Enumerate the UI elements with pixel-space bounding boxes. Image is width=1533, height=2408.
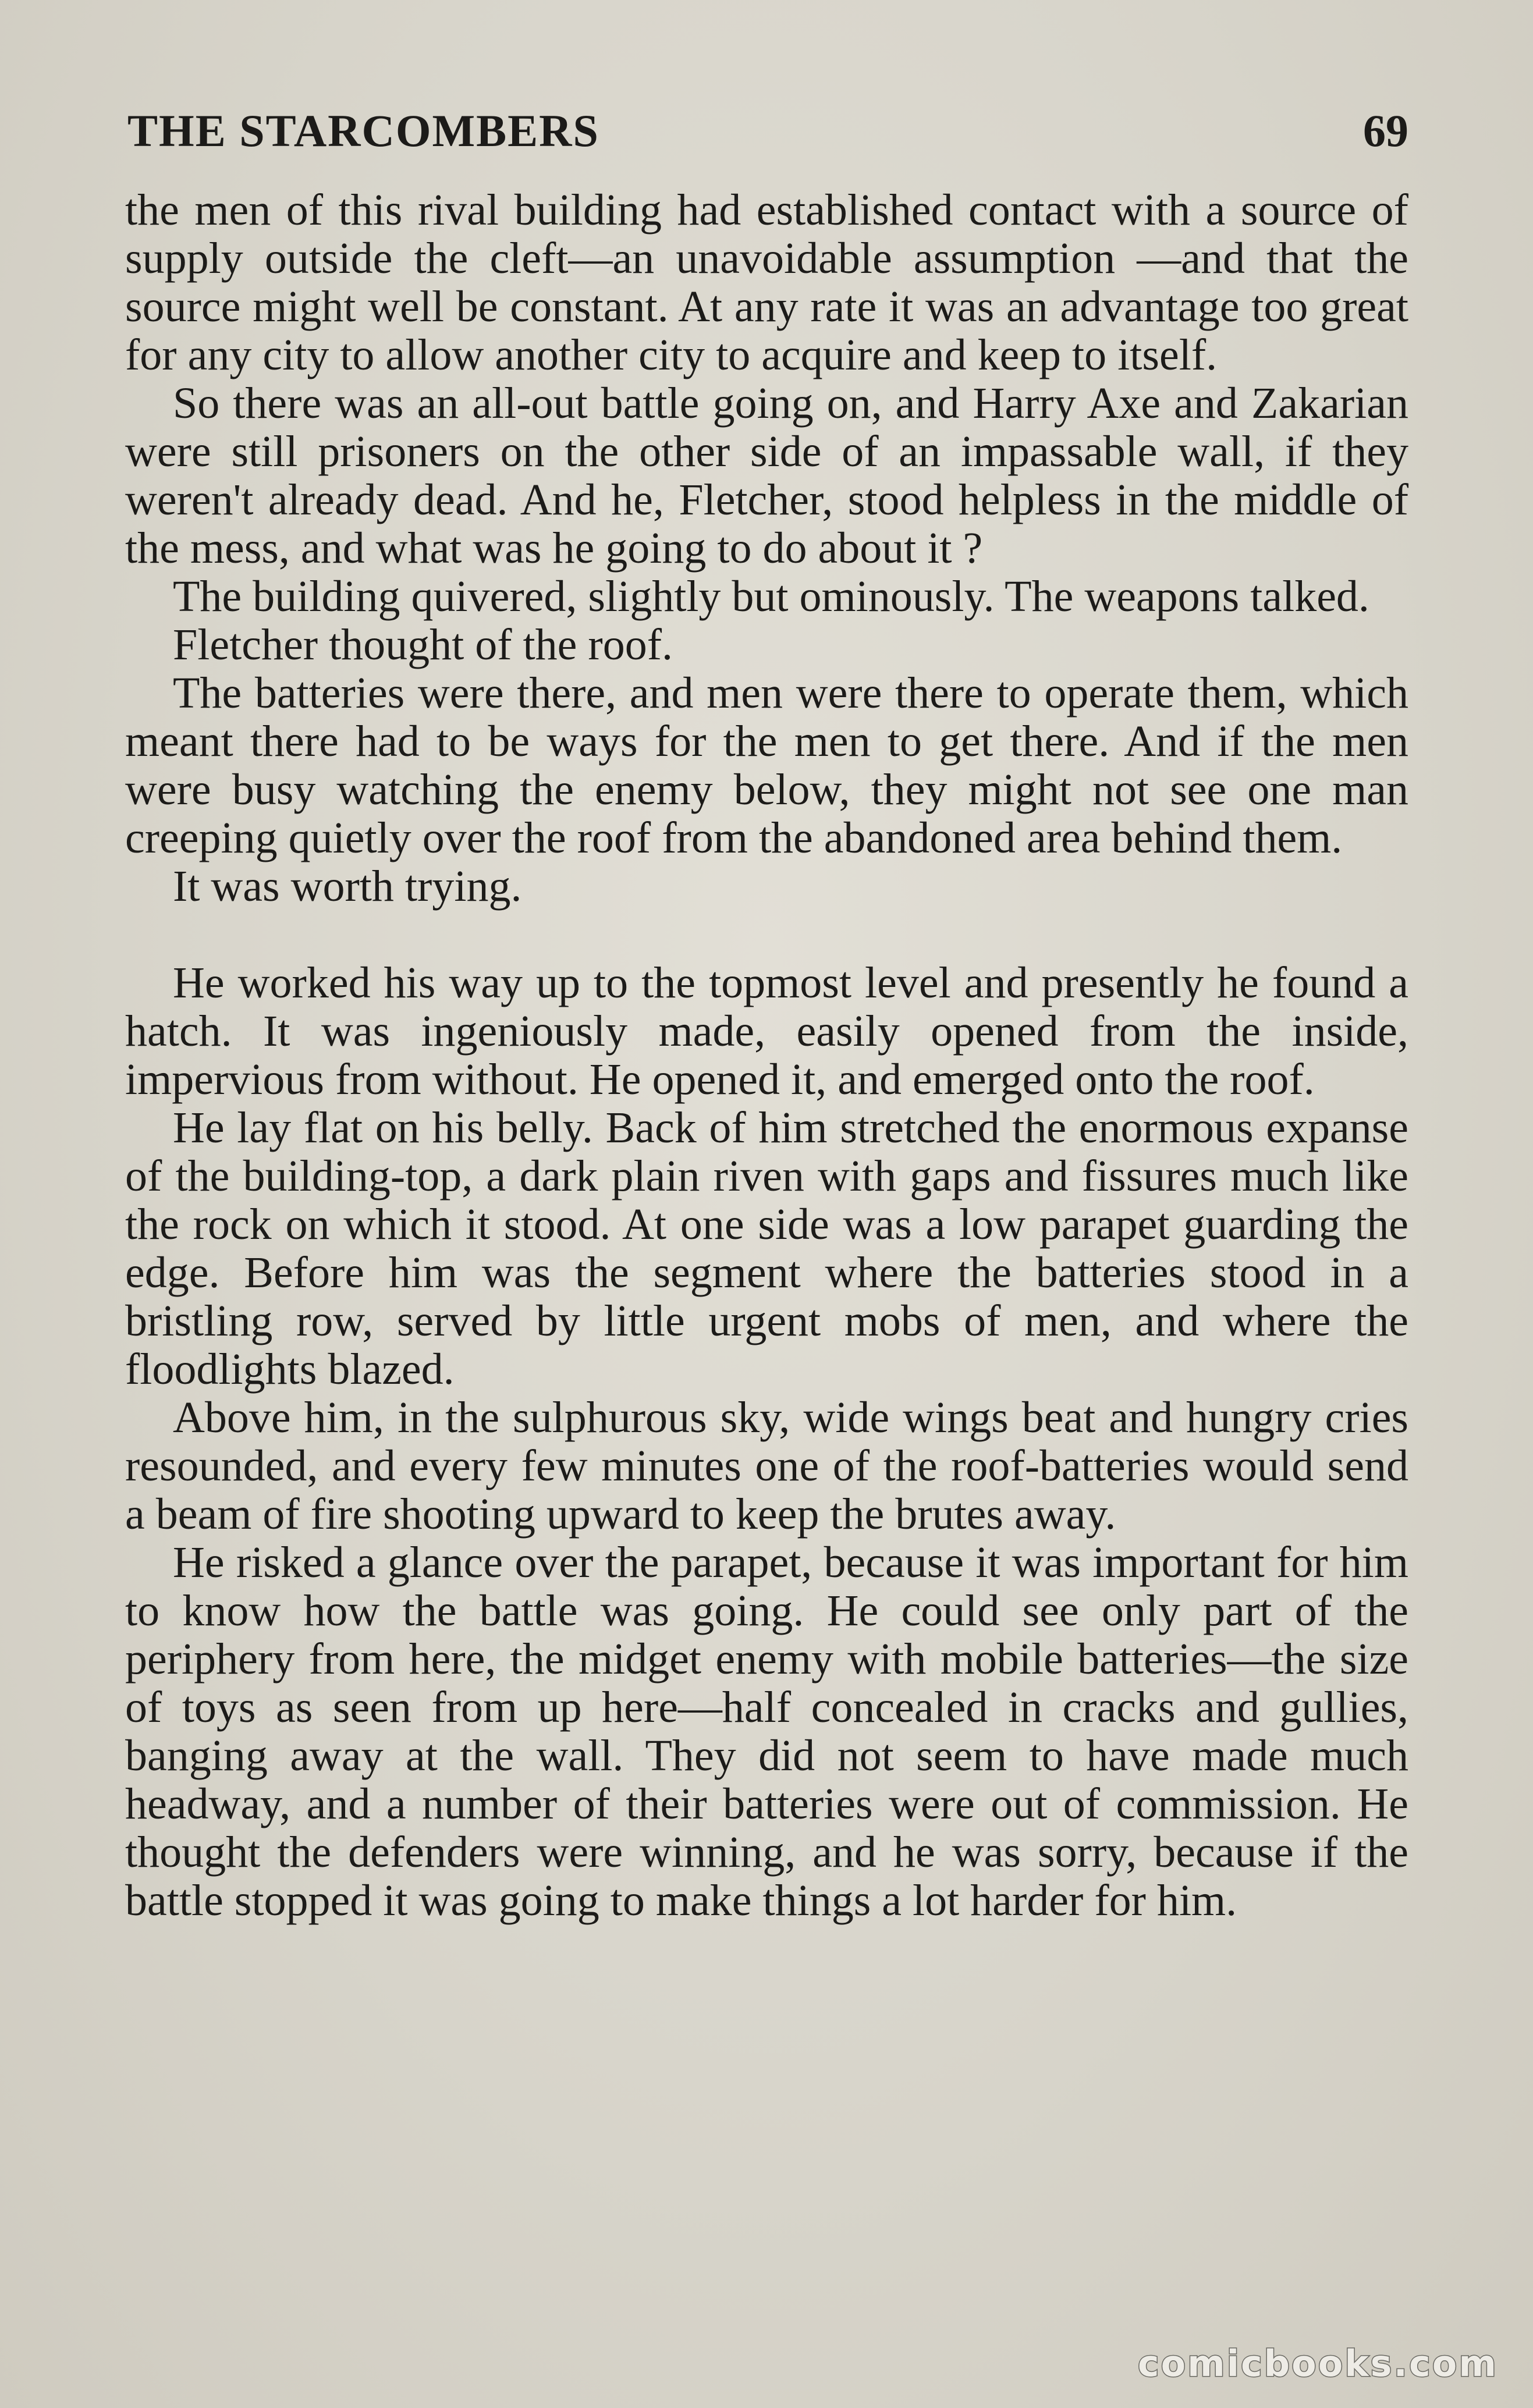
paragraph: Above him, in the sulphurous sky, wide wings beat and hungry cries resounded, and every few minutes one of the roof-batteries would send a beam of fire shooting upward to keep the brutes away. bbox=[125, 1393, 1408, 1539]
watermark: comicbooks.com bbox=[1137, 2342, 1498, 2385]
section-break bbox=[125, 911, 1408, 959]
book-page bbox=[125, 99, 1408, 2310]
paragraph: He lay flat on his belly. Back of him stretched the enormous expanse of the building-top, a dark plain riven with gaps and fissures much like the rock on which it stood. At one side was a low parapet guarding the edge. Before him was the segment where the batteries stood in a bristling row, served by little urgent mobs of men, and where the floodlights blazed. bbox=[125, 1103, 1408, 1394]
paragraph: It was worth trying. bbox=[173, 862, 522, 911]
paragraph: He worked his way up to the topmost level and presently he found a hatch. It was ingeniously made, easily opened from the inside, impervious from without. He opened it, and emerged onto the roof. bbox=[125, 958, 1408, 1104]
page-number: 69 bbox=[1363, 105, 1408, 156]
paragraph: Fletcher thought of the roof. bbox=[173, 620, 673, 669]
body-text bbox=[125, 186, 1408, 1925]
paragraph: So there was an all-out battle going on, and Harry Axe and Zakarian were still prisoners on the other side of an impassable wall, if they weren't already dead. And he, Fletcher, stood helpless in the middle of the mess, and what was he going to do about it ? bbox=[125, 379, 1408, 573]
paragraph: the men of this rival building had established contact with a source of supply outside the cleft—an unavoidable assumption —and that the source might well be constant. At any rate it was an advantage too great for any city to allow another city to acquire and keep to itself. bbox=[125, 186, 1408, 379]
page-header bbox=[125, 99, 1408, 163]
running-head: THE STARCOMBERS bbox=[127, 105, 599, 156]
paragraph: He risked a glance over the parapet, because it was important for him to know how the battle was going. He could see only part of the periphery from here, the midget enemy with mobile batteries—the size of toys as seen from up here—half concealed in cracks and gullies, banging away at the wall. They did not seem to have made much headway, and a number of their batteries were out of commission. He thought the defenders were winning, and he was sorry, because if the battle stopped it was going to make things a lot harder for him. bbox=[125, 1538, 1408, 1925]
paragraph: The batteries were there, and men were there to operate them, which meant there had to be ways for the men to get there. And if the men were busy watching the enemy below, they might not see one man creeping quietly over the roof from the abandoned area behind them. bbox=[125, 669, 1408, 862]
paragraph: The building quivered, slightly but ominously. The weapons talked. bbox=[173, 572, 1369, 621]
